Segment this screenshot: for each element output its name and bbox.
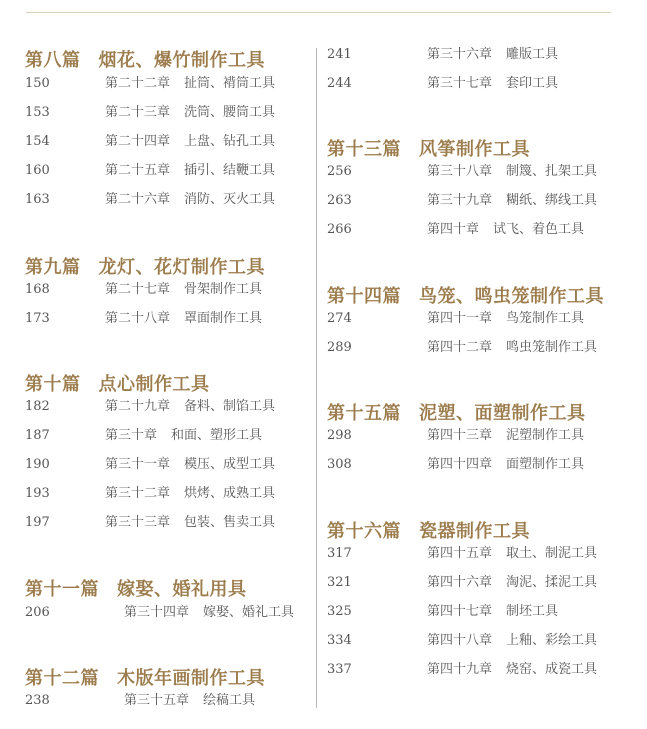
chapter-label <box>427 220 584 240</box>
chapter-label <box>427 426 584 446</box>
chapter-number: 第三十五章 <box>124 693 190 708</box>
chapter-number: 第四十八章 <box>427 633 493 648</box>
page-number: 150 <box>25 76 50 91</box>
chapter-number: 第二十五章 <box>105 163 171 178</box>
chapter-title: 上盘、钻孔工具 <box>184 134 276 149</box>
chapter-label <box>427 573 597 593</box>
page-number: 160 <box>25 163 50 178</box>
page-number: 298 <box>327 428 352 443</box>
page-number: 334 <box>327 633 352 648</box>
chapter-label <box>105 74 275 94</box>
chapter-label <box>105 280 262 300</box>
chapter-title: 骨架制作工具 <box>184 282 263 297</box>
chapter-label <box>427 631 597 651</box>
part-number: 第十二篇 <box>25 668 99 689</box>
part-number: 第八篇 <box>25 50 81 71</box>
chapter-number: 第四十四章 <box>427 457 493 472</box>
chapter-label <box>124 691 255 711</box>
chapter-number: 第三十二章 <box>105 486 171 501</box>
chapter-number: 第三十八章 <box>427 164 493 179</box>
chapter-title: 套印工具 <box>506 76 559 91</box>
chapter-title: 嫁娶、婚礼工具 <box>203 605 295 620</box>
part-title: 龙灯、花灯制作工具 <box>98 257 265 278</box>
part-title: 鸟笼、鸣虫笼制作工具 <box>419 286 604 307</box>
part-title: 泥塑、面塑制作工具 <box>419 403 586 424</box>
chapter-title: 上釉、彩绘工具 <box>506 633 598 648</box>
chapter-number: 第二十三章 <box>105 105 171 120</box>
part-title: 瓷器制作工具 <box>419 521 530 542</box>
chapter-title: 淘泥、揉泥工具 <box>506 575 598 590</box>
page-number: 244 <box>327 76 352 91</box>
chapter-title: 鸣虫笼制作工具 <box>506 340 598 355</box>
chapter-number: 第四十三章 <box>427 428 493 443</box>
chapter-number: 第三十九章 <box>427 193 493 208</box>
part-heading[interactable] <box>25 253 265 279</box>
chapter-title: 糊纸、绑线工具 <box>506 193 598 208</box>
page-number: 163 <box>25 192 50 207</box>
part-heading[interactable] <box>327 517 530 543</box>
chapter-number: 第三十七章 <box>427 76 493 91</box>
part-title: 风筝制作工具 <box>419 139 530 160</box>
chapter-title: 雕版工具 <box>506 47 559 62</box>
page-number: 193 <box>25 486 50 501</box>
part-title: 烟花、爆竹制作工具 <box>98 50 265 71</box>
chapter-title: 插引、结鞭工具 <box>184 163 276 178</box>
page-number: 274 <box>327 311 352 326</box>
chapter-title: 制坯工具 <box>506 604 559 619</box>
chapter-number: 第二十四章 <box>105 134 171 149</box>
chapter-title: 鸟笼制作工具 <box>506 311 585 326</box>
page-number: 197 <box>25 515 50 530</box>
part-heading[interactable] <box>25 664 265 690</box>
chapter-label <box>105 513 275 533</box>
chapter-number: 第四十章 <box>427 222 480 237</box>
chapter-title: 绘稿工具 <box>203 693 256 708</box>
chapter-number: 第四十九章 <box>427 662 493 677</box>
page-number: 206 <box>25 605 50 620</box>
part-heading[interactable] <box>25 575 247 601</box>
chapter-number: 第四十一章 <box>427 311 493 326</box>
part-number: 第十三篇 <box>327 139 401 160</box>
chapter-label <box>427 338 597 358</box>
page-number: 256 <box>327 164 352 179</box>
chapter-number: 第二十二章 <box>105 76 171 91</box>
chapter-title: 制篾、扎架工具 <box>506 164 598 179</box>
chapter-title: 取土、制泥工具 <box>506 546 598 561</box>
chapter-title: 烘烤、成熟工具 <box>184 486 276 501</box>
page-number: 325 <box>327 604 352 619</box>
part-heading[interactable] <box>25 370 210 396</box>
chapter-label <box>427 309 584 329</box>
chapter-title: 烧窑、成瓷工具 <box>506 662 598 677</box>
chapter-number: 第二十七章 <box>105 282 171 297</box>
part-heading[interactable] <box>25 46 265 72</box>
page-number: 154 <box>25 134 50 149</box>
page-number: 182 <box>25 399 50 414</box>
chapter-label <box>105 190 275 210</box>
part-number: 第十六篇 <box>327 521 401 542</box>
chapter-label <box>427 162 597 182</box>
part-heading[interactable] <box>327 135 530 161</box>
page-number: 317 <box>327 546 352 561</box>
chapter-number: 第二十六章 <box>105 192 171 207</box>
chapter-number: 第四十五章 <box>427 546 493 561</box>
column-divider <box>316 48 317 708</box>
top-rule <box>26 12 611 13</box>
chapter-label <box>105 103 275 123</box>
page-number: 263 <box>327 193 352 208</box>
chapter-number: 第三十六章 <box>427 47 493 62</box>
part-title: 嫁娶、婚礼用具 <box>117 579 247 600</box>
part-number: 第十四篇 <box>327 286 401 307</box>
page-number: 289 <box>327 340 352 355</box>
chapter-title: 试飞、着色工具 <box>493 222 585 237</box>
chapter-title: 面塑制作工具 <box>506 457 585 472</box>
chapter-title: 洗筒、腰筒工具 <box>184 105 276 120</box>
chapter-number: 第三十一章 <box>105 457 171 472</box>
chapter-number: 第二十九章 <box>105 399 171 414</box>
page-number: 187 <box>25 428 50 443</box>
chapter-title: 泥塑制作工具 <box>506 428 585 443</box>
part-heading[interactable] <box>327 282 604 308</box>
page-number: 168 <box>25 282 50 297</box>
chapter-title: 备料、制馅工具 <box>184 399 276 414</box>
chapter-label <box>427 45 558 65</box>
page-number: 153 <box>25 105 50 120</box>
chapter-title: 消防、灭火工具 <box>184 192 276 207</box>
chapter-label <box>427 455 584 475</box>
page-number: 241 <box>327 47 352 62</box>
page-number: 173 <box>25 311 50 326</box>
chapter-number: 第四十二章 <box>427 340 493 355</box>
part-number: 第十篇 <box>25 374 81 395</box>
chapter-label <box>105 132 275 152</box>
chapter-title: 包装、售卖工具 <box>184 515 276 530</box>
chapter-label <box>427 602 558 622</box>
part-number: 第十五篇 <box>327 403 401 424</box>
chapter-label <box>105 455 275 475</box>
chapter-label <box>427 660 597 680</box>
page-number: 308 <box>327 457 352 472</box>
chapter-label <box>427 544 597 564</box>
chapter-label <box>427 74 558 94</box>
part-number: 第九篇 <box>25 257 81 278</box>
chapter-label <box>105 161 275 181</box>
part-heading[interactable] <box>327 399 586 425</box>
chapter-label <box>105 309 262 329</box>
chapter-number: 第四十六章 <box>427 575 493 590</box>
part-title: 点心制作工具 <box>98 374 210 395</box>
chapter-number: 第三十章 <box>105 428 158 443</box>
chapter-title: 罩面制作工具 <box>184 311 263 326</box>
chapter-label <box>124 603 294 623</box>
chapter-title: 和面、塑形工具 <box>171 428 263 443</box>
chapter-label <box>105 484 275 504</box>
chapter-number: 第二十八章 <box>105 311 171 326</box>
chapter-title: 模压、成型工具 <box>184 457 276 472</box>
chapter-number: 第三十四章 <box>124 605 190 620</box>
part-number: 第十一篇 <box>25 579 99 600</box>
chapter-label <box>427 191 597 211</box>
page-number: 321 <box>327 575 352 590</box>
chapter-number: 第三十三章 <box>105 515 171 530</box>
page-number: 266 <box>327 222 352 237</box>
page-number: 337 <box>327 662 352 677</box>
part-title: 木版年画制作工具 <box>117 668 265 689</box>
chapter-title: 扯筒、褙筒工具 <box>184 76 276 91</box>
chapter-label <box>105 426 262 446</box>
chapter-label <box>105 397 275 417</box>
page-number: 190 <box>25 457 50 472</box>
page-number: 238 <box>25 693 50 708</box>
chapter-number: 第四十七章 <box>427 604 493 619</box>
